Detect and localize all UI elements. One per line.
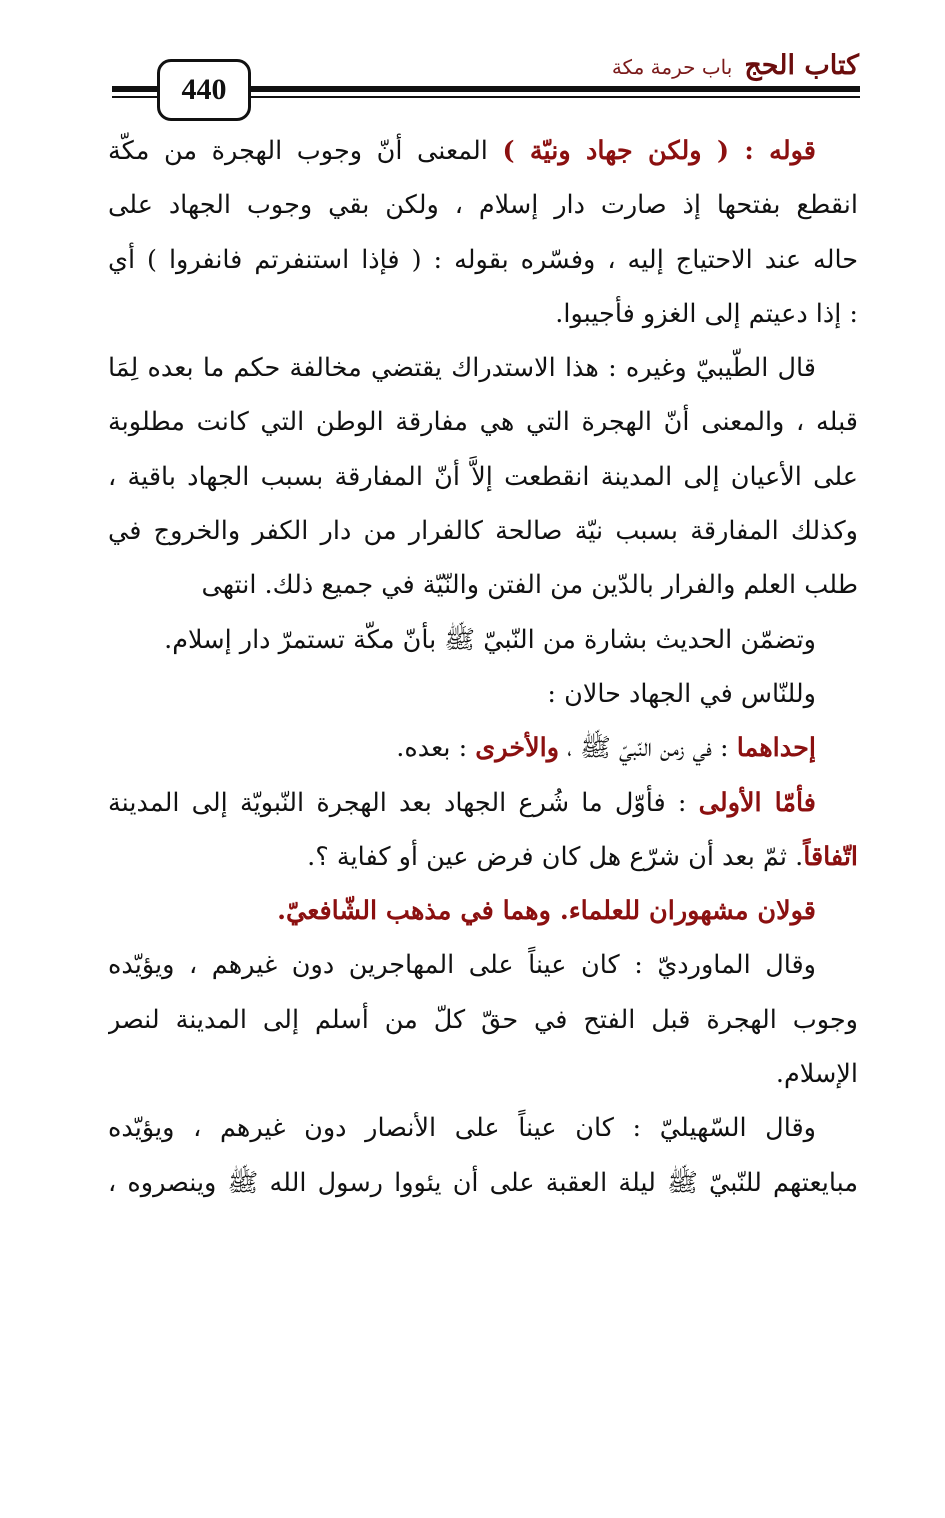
running-head xyxy=(612,50,859,81)
page-body xyxy=(108,124,858,1210)
text-line-6: قبله ، والمعنى أنّ الهجرة التي هي مفارقة الوطن التي كانت مطلوبة xyxy=(108,407,858,438)
text-line-16: وقال الماورديّ : كان عيناً على المهاجرين دون غيرهم ، ويؤيّده xyxy=(108,950,816,981)
section-lead: فأمّا الأولى xyxy=(698,787,816,818)
book-title: كتاب الحج xyxy=(744,50,859,81)
text-line-20: مبايعتهم للنّبيّ ﷺ ليلة العقبة على أن يئووا رسول الله ﷺ وينصروه ، xyxy=(108,1167,858,1198)
text-span: : في زمن النّبيّ ﷺ ، xyxy=(559,733,737,764)
text-line-4: : إذا دعيتم إلى الغزو فأجيبوا. xyxy=(555,298,858,329)
text-line-3: حاله عند الاحتياج إليه ، وفسّره بقوله : ( فإذا استنفرتم فانفروا ) أي xyxy=(108,244,858,275)
text-span: المعنى أنّ وجوب الهجرة من مكّة xyxy=(108,136,503,166)
text-line-1 xyxy=(108,124,858,178)
emphasis-word: اتّفاقاً xyxy=(803,841,858,872)
text-line-7: على الأعيان إلى المدينة انقطعت إلاَّ أنّ المفارقة بسبب الجهاد باقية ، xyxy=(108,461,858,492)
quoted-phrase: قوله : ( ولكن جهاد ونيّة ) xyxy=(502,136,816,166)
text-line-18: الإسلام. xyxy=(775,1059,858,1090)
text-line-11: وللنّاس في الجهاد حالان : xyxy=(547,678,816,709)
term-first: إحداهما xyxy=(736,733,816,764)
text-line-10: وتضمّن الحديث بشارة من النّبيّ ﷺ بأنّ مكّة تستمرّ دار إسلام. xyxy=(164,624,816,655)
chapter-title: باب حرمة مكة xyxy=(611,55,733,79)
text-span: . ثمّ بعد أن شرّع هل كان فرض عين أو كفاية ؟. xyxy=(307,841,804,872)
text-line-12 xyxy=(108,721,858,775)
text-line-19: وقال السّهيليّ : كان عيناً على الأنصار دون غيرهم ، ويؤيّده xyxy=(108,1113,816,1144)
text-line-2: انقطع بفتحها إذ صارت دار إسلام ، ولكن بقي وجوب الجهاد على xyxy=(108,190,858,221)
page-header xyxy=(0,0,945,130)
text-line-14 xyxy=(108,830,858,884)
page-number: 440 xyxy=(157,59,251,121)
text-line-5: قال الطّيبيّ وغيره : هذا الاستدراك يقتضي مخالفة حكم ما بعده لِمَا xyxy=(108,353,816,384)
text-span: : بعده. xyxy=(396,733,476,764)
text-span: : فأوّل ما شُرع الجهاد بعد الهجرة النّبويّة إلى المدينة xyxy=(108,787,699,818)
text-line-17: وجوب الهجرة قبل الفتح في حقّ كلّ من أسلم إلى المدينة لنصر xyxy=(108,1004,858,1035)
text-line-9: طلب العلم والفرار بالدّين من الفتن والنّيّة في جميع ذلك. انتهى xyxy=(201,570,858,601)
text-line-8: وكذلك المفارقة بسبب نيّة صالحة كالفرار من دار الكفر والخروج في xyxy=(108,516,858,547)
text-line-13 xyxy=(108,776,858,830)
term-second: والأخرى xyxy=(475,733,560,764)
text-line-15: قولان مشهوران للعلماء. وهما في مذهب الشّافعيّ. xyxy=(277,896,816,927)
